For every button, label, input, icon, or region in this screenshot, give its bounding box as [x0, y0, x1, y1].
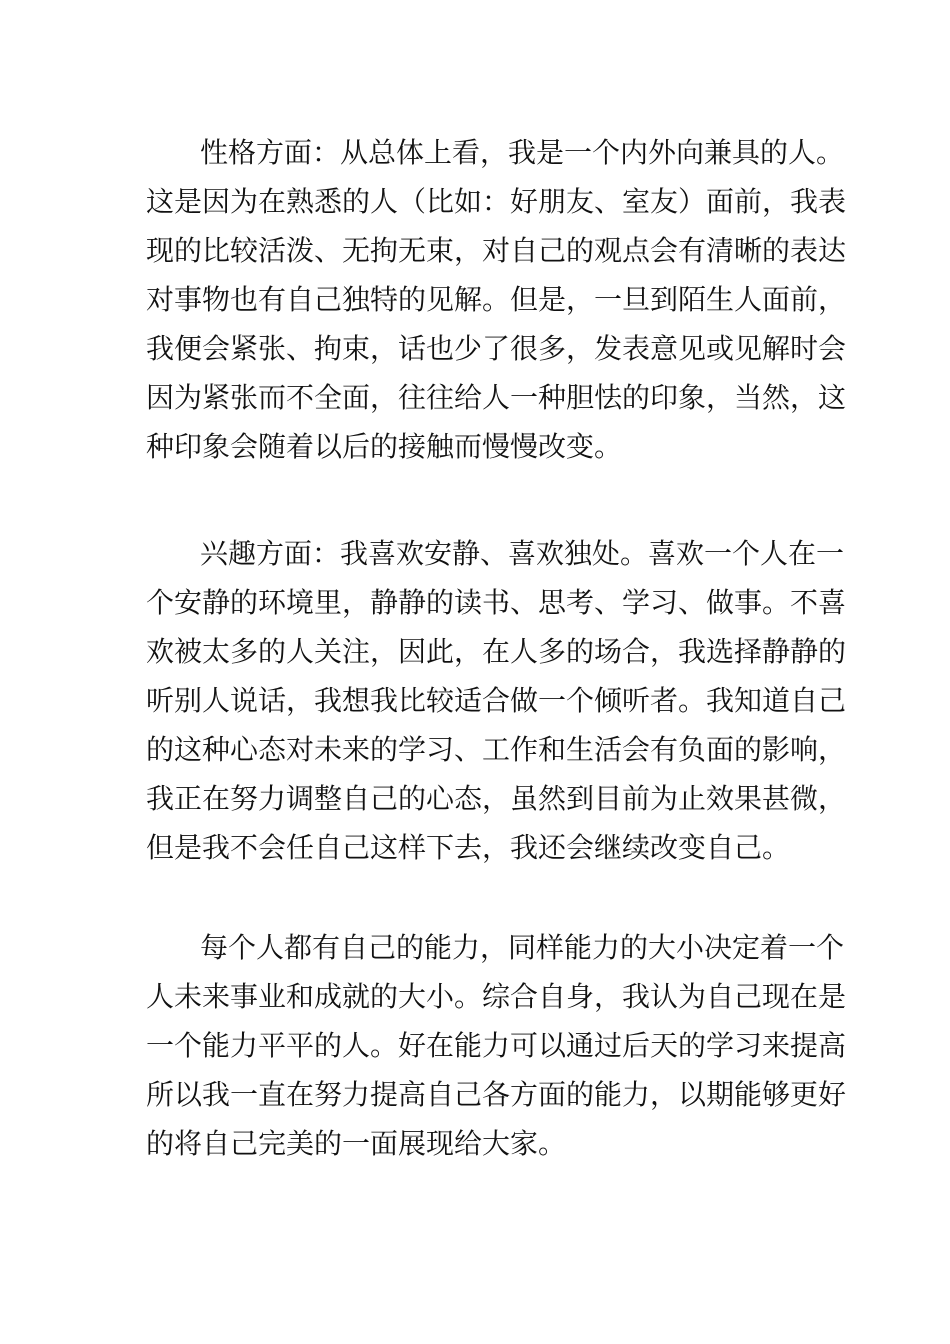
paragraph-ability: [146, 923, 847, 1168]
paragraph-line: 欢被太多的人关注，因此，在人多的场合，我选择静静的: [146, 635, 847, 668]
paragraph-line: 但是我不会任自己这样下去，我还会继续改变自己。: [146, 831, 791, 864]
paragraph-line: 兴趣方面：我喜欢安静、喜欢独处。喜欢一个人在一: [200, 537, 845, 570]
paragraph-line: 对事物也有自己独特的见解。但是，一旦到陌生人面前，: [146, 283, 847, 316]
paragraph-line: 性格方面：从总体上看，我是一个内外向兼具的人。: [200, 136, 845, 169]
paragraph-line: 我正在努力调整自己的心态，虽然到目前为止效果甚微，: [146, 782, 847, 815]
paragraph-line: 个安静的环境里，静静的读书、思考、学习、做事。不喜: [146, 586, 847, 619]
paragraph-line: 我便会紧张、拘束，话也少了很多，发表意见或见解时会: [146, 332, 847, 365]
paragraph-line: 因为紧张而不全面，往往给人一种胆怯的印象，当然，这: [146, 381, 847, 414]
paragraph-line: 的这种心态对未来的学习、工作和生活会有负面的影响，: [146, 733, 847, 766]
paragraph-line: 这是因为在熟悉的人（比如：好朋友、室友）面前，我表: [146, 185, 847, 218]
paragraph-line: 每个人都有自己的能力，同样能力的大小决定着一个: [200, 931, 845, 964]
paragraph-line: 人未来事业和成就的大小。综合自身，我认为自己现在是: [146, 980, 847, 1013]
paragraph-line: 的将自己完美的一面展现给大家。: [146, 1127, 567, 1160]
paragraph-line: 种印象会随着以后的接触而慢慢改变。: [146, 430, 623, 463]
paragraph-personality: [146, 128, 847, 471]
paragraph-interests: [146, 529, 847, 872]
paragraph-line: 所以我一直在努力提高自己各方面的能力，以期能够更好: [146, 1078, 847, 1111]
paragraph-line: 现的比较活泼、无拘无束，对自己的观点会有清晰的表达: [146, 234, 847, 267]
paragraph-line: 听别人说话，我想我比较适合做一个倾听者。我知道自己: [146, 684, 847, 717]
paragraph-line: 一个能力平平的人。好在能力可以通过后天的学习来提高: [146, 1029, 847, 1062]
